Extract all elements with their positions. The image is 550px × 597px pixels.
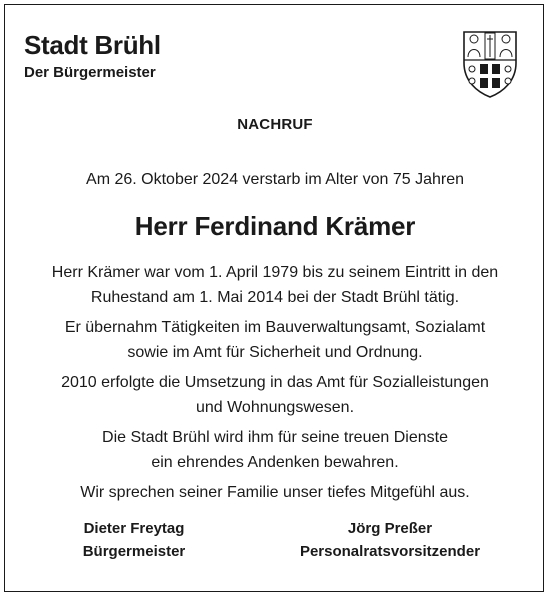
signatory-name: Dieter Freytag <box>83 520 185 537</box>
body-paragraph: Die Stadt Brühl wird ihm für seine treuen Dienste ein ehrendes Andenken bewahren. <box>102 429 448 471</box>
signatory-role: Bürgermeister <box>82 543 186 560</box>
org-name: Stadt Brühl <box>24 30 161 60</box>
signatory-role: Personalratsvorsitzender <box>299 543 481 560</box>
notice-body <box>20 260 530 510</box>
notice-intro: Am 26. Oktober 2024 verstarb im Alter von 75 Jahren <box>86 171 464 188</box>
deceased-name: Herr Ferdinand Krämer <box>134 211 416 241</box>
notice-heading: NACHRUF <box>237 116 313 133</box>
body-paragraph: Er übernahm Tätigkeiten im Bauverwaltungsamt, Sozialamt sowie im Amt für Sicherheit und Ordnung. <box>64 319 486 361</box>
org-subtitle: Der Bürgermeister <box>24 64 156 81</box>
city-coat-of-arms-icon <box>460 29 520 99</box>
body-paragraph: Wir sprechen seiner Familie unser tiefes Mitgefühl aus. <box>80 484 470 501</box>
body-paragraph: 2010 erfolgte die Umsetzung in das Amt für Sozialleistungen und Wohnungswesen. <box>61 374 489 416</box>
signature-mayor <box>64 517 204 563</box>
signatory-name: Jörg Preßer <box>347 520 433 537</box>
issuer-block <box>24 30 161 82</box>
body-paragraph: Herr Krämer war vom 1. April 1979 bis zu seinem Eintritt in den Ruhestand am 1. Mai 2014 bei der Stadt Brühl tätig. <box>51 264 499 306</box>
signature-staff-council <box>280 517 500 563</box>
